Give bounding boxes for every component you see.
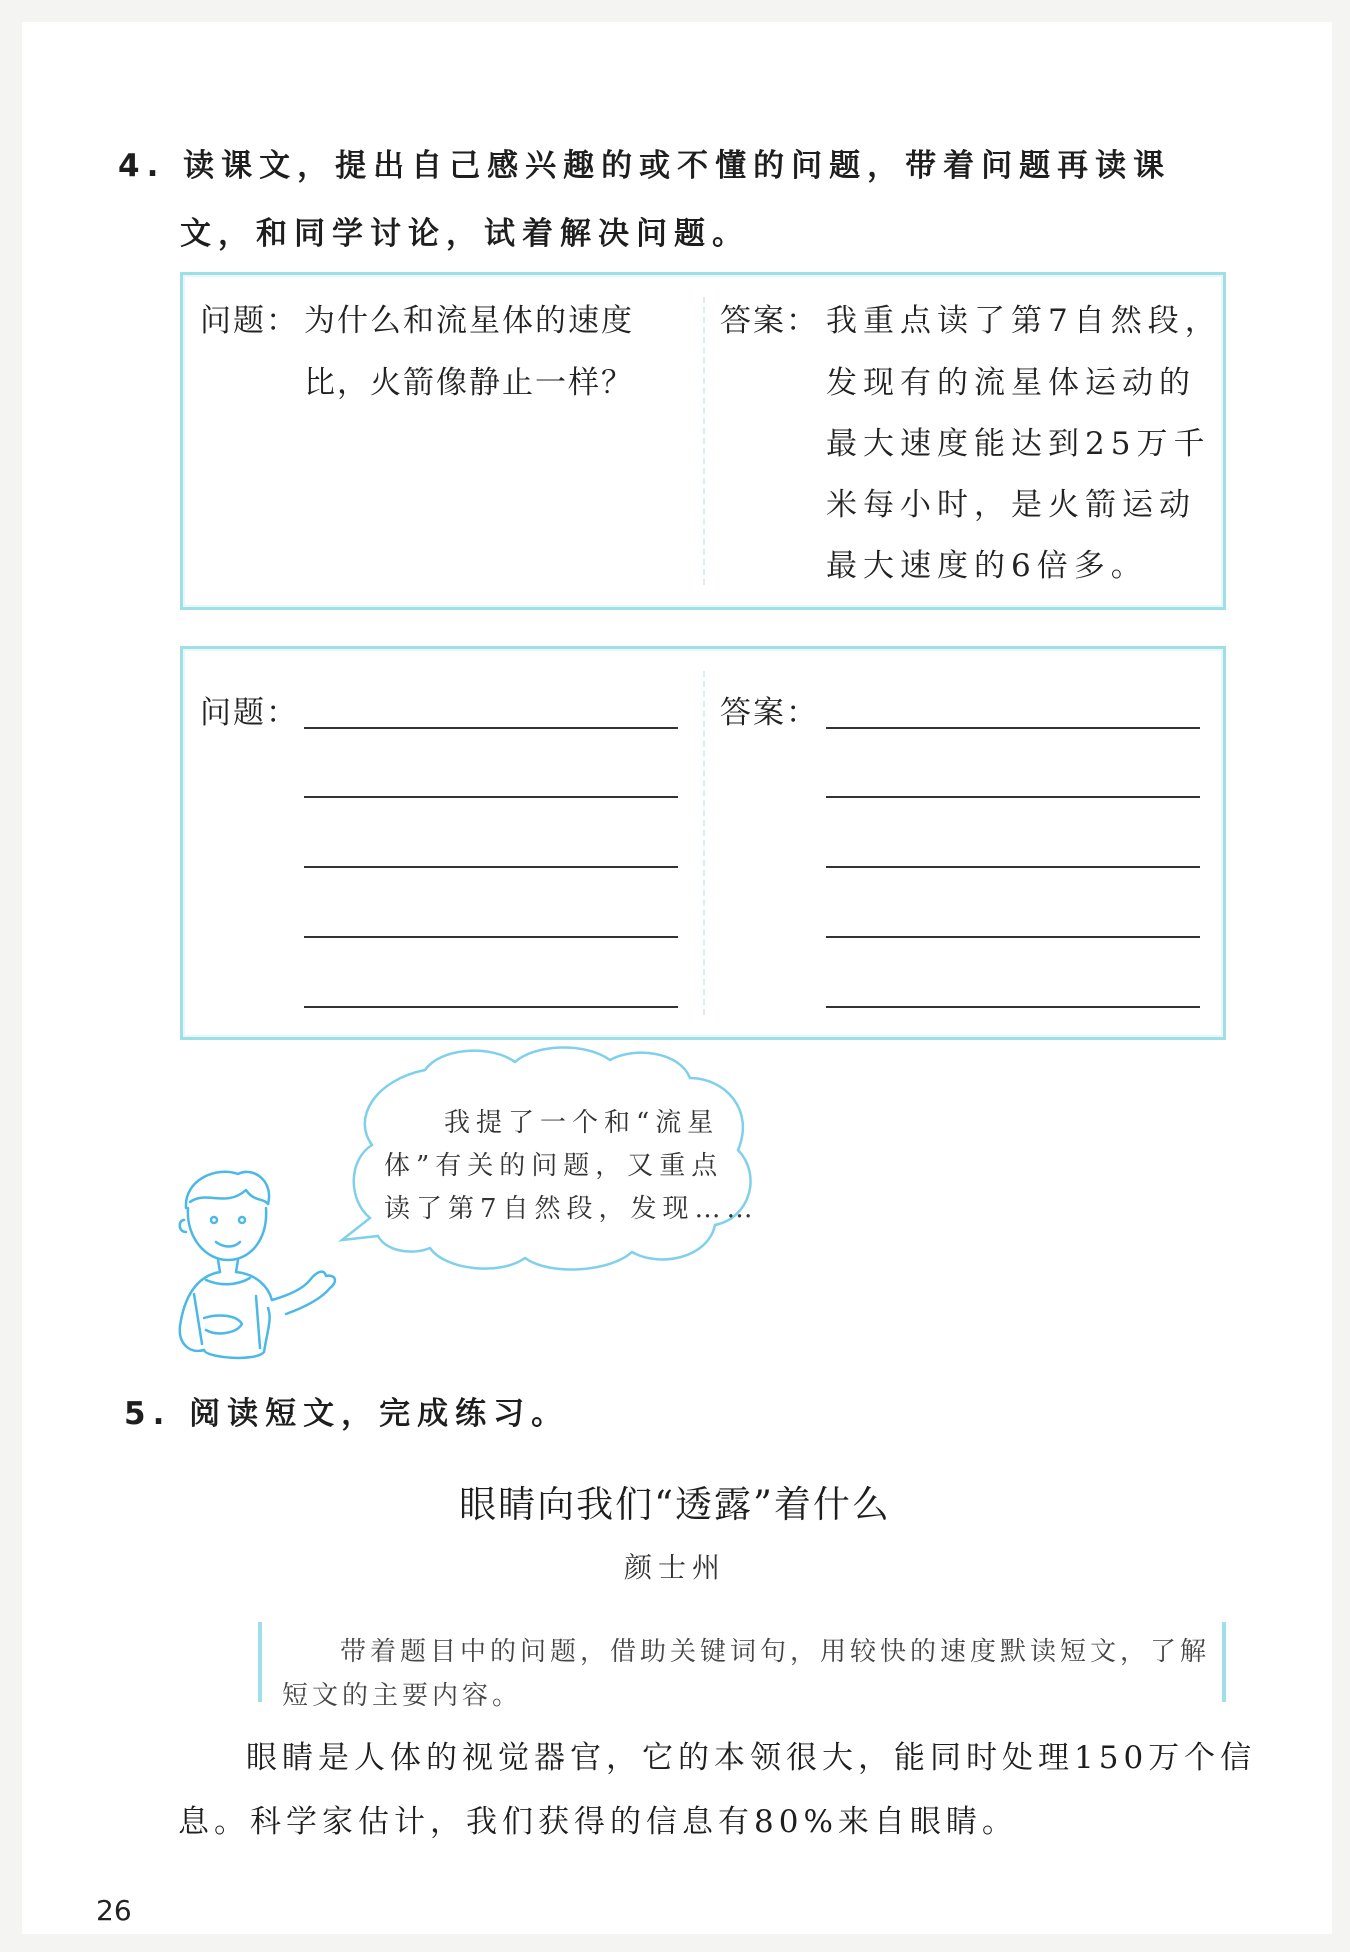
blank-answer-label: 答案： xyxy=(720,695,819,731)
article-body-line-1: 眼睛是人体的视觉器官，它的本领很大，能同时处理150万个信 xyxy=(246,1740,1257,1776)
bubble-line-1: 我提了一个和“流星 xyxy=(444,1108,720,1138)
answer-write-line-2[interactable] xyxy=(826,796,1200,798)
box-divider xyxy=(703,671,705,1015)
question-answer-line-1[interactable] xyxy=(304,727,678,729)
question-answer-line-3[interactable] xyxy=(304,866,678,868)
example-answer-line-4: 米每小时，是火箭运动 xyxy=(826,487,1196,523)
question-answer-line-5[interactable] xyxy=(304,1006,678,1008)
example-answer-line-5: 最大速度的6倍多。 xyxy=(826,548,1148,584)
blank-question-label: 问题： xyxy=(200,695,299,731)
q4-instruction-line1: 4. 读课文，提出自己感兴趣的或不懂的问题，带着问题再读课 xyxy=(118,148,1172,184)
answer-write-line-1[interactable] xyxy=(826,727,1200,729)
example-answer-line-3: 最大速度能达到25万千 xyxy=(826,426,1211,462)
example-question-line-2: 比，火箭像静止一样？ xyxy=(304,365,634,401)
reading-tip-line-2: 短文的主要内容。 xyxy=(282,1681,523,1711)
bubble-line-2: 体”有关的问题，又重点 xyxy=(384,1151,724,1181)
example-answer-line-2: 发现有的流星体运动的 xyxy=(826,365,1196,401)
example-question-label: 问题： xyxy=(200,303,299,339)
q5-instruction: 5. 阅读短文，完成练习。 xyxy=(124,1396,570,1432)
example-question-line-1: 为什么和流星体的速度 xyxy=(304,303,634,339)
bubble-line-3: 读了第7自然段，发现…… xyxy=(384,1194,759,1224)
article-author: 颜士州 xyxy=(623,1551,726,1584)
tip-left-bar xyxy=(258,1622,262,1702)
article-title: 眼睛向我们“透露”着什么 xyxy=(459,1483,891,1526)
tip-right-bar xyxy=(1222,1622,1226,1702)
article-body-line-2: 息。科学家估计，我们获得的信息有80%来自眼睛。 xyxy=(178,1804,1018,1840)
page-number: 26 xyxy=(96,1894,132,1927)
answer-write-line-3[interactable] xyxy=(826,866,1200,868)
answer-write-line-4[interactable] xyxy=(826,936,1200,938)
reading-tip-line-1: 带着题目中的问题，借助关键词句，用较快的速度默读短文，了解 xyxy=(340,1637,1211,1667)
question-answer-line-2[interactable] xyxy=(304,796,678,798)
q4-instruction-line2: 文，和同学讨论，试着解决问题。 xyxy=(180,216,750,252)
example-answer-line-1: 我重点读了第7自然段， xyxy=(826,303,1222,339)
blank-qa-box xyxy=(180,646,1226,1040)
box-divider xyxy=(703,297,705,585)
boy-illustration xyxy=(176,1168,356,1368)
answer-write-line-5[interactable] xyxy=(826,1006,1200,1008)
example-answer-label: 答案： xyxy=(720,303,819,339)
question-answer-line-4[interactable] xyxy=(304,936,678,938)
